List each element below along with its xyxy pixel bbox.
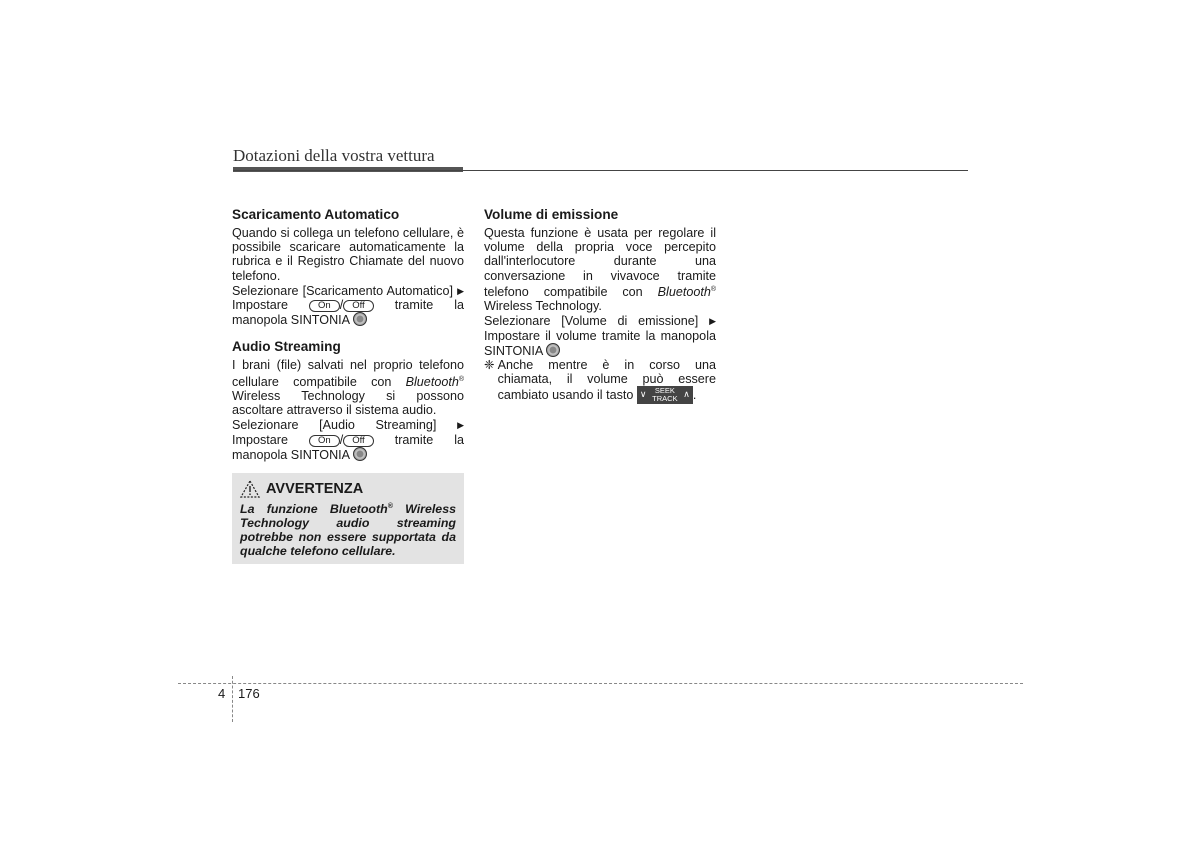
paragraph-text: Wireless Technology. bbox=[484, 299, 602, 314]
off-button-icon: Off bbox=[343, 435, 374, 447]
note-mark-icon: ❈ bbox=[484, 358, 495, 373]
page-number: 176 bbox=[238, 686, 260, 701]
paragraph: Quando si collega un telefono cellulare, è possibile scaricare automaticamente la rubrica e il Registro Chiamate del nuovo telefono. bbox=[232, 226, 464, 283]
instruction-text: Impostare bbox=[232, 298, 288, 313]
tuning-knob-icon bbox=[353, 447, 367, 461]
instruction bbox=[232, 284, 464, 328]
arrow-right-icon: ▶ bbox=[709, 316, 716, 327]
period: . bbox=[692, 388, 697, 403]
separator: / bbox=[339, 298, 344, 313]
right-column bbox=[484, 206, 716, 404]
left-column bbox=[232, 206, 464, 462]
section-heading: Scaricamento Automatico bbox=[232, 207, 400, 222]
note bbox=[484, 358, 716, 404]
section-audio-streaming bbox=[232, 338, 464, 462]
warning-title: AVVERTENZA bbox=[266, 481, 364, 497]
paragraph bbox=[484, 226, 716, 313]
bluetooth-brand: Bluetooth bbox=[657, 285, 711, 299]
warning-box bbox=[232, 473, 464, 564]
note-text bbox=[498, 358, 716, 404]
footer-divider bbox=[232, 676, 233, 722]
instruction-text: Selezionare [Scaricamento Automatico] bbox=[232, 283, 453, 298]
footer-rule bbox=[178, 683, 1023, 684]
registered-mark: ® bbox=[458, 375, 464, 383]
warning-text-part: Wireless Technology audio streaming potrebbe non essere supportata da qualche telefono cellulare. bbox=[240, 502, 456, 559]
instruction-text: Impostare bbox=[232, 432, 288, 447]
paragraph bbox=[232, 358, 464, 417]
seek-track-button-icon bbox=[637, 386, 693, 404]
instruction-text: tramite la bbox=[394, 432, 465, 447]
instruction-text: tramite la bbox=[394, 298, 465, 313]
instruction-text: Selezionare [Audio Streaming] bbox=[232, 418, 437, 433]
track-label: TRACK bbox=[652, 394, 678, 404]
section-scaricamento bbox=[232, 206, 464, 327]
header-rule bbox=[233, 170, 968, 171]
instruction-text: Impostare il volume tramite la manopola SINTONIA bbox=[484, 328, 716, 358]
instruction-text: manopola SINTONIA bbox=[232, 313, 350, 328]
instruction-text: Selezionare [Volume di emissione] bbox=[484, 314, 699, 329]
instruction bbox=[484, 314, 716, 358]
paragraph-text: Questa funzione è usata per regolare il volume della propria voce percepito dall'interlocutore durante una conversazione in vivavoce tramite telefono compatibile con bbox=[484, 226, 716, 299]
warning-triangle-icon bbox=[240, 480, 260, 498]
registered-mark: ® bbox=[387, 503, 393, 510]
chapter-number: 4 bbox=[218, 686, 226, 701]
registered-mark: ® bbox=[710, 285, 717, 293]
arrow-right-icon: ▶ bbox=[457, 285, 464, 296]
paragraph-text: I brani (file) salvati nel proprio telefono cellulare compatibile con bbox=[232, 358, 464, 389]
section-heading: Volume di emissione bbox=[484, 207, 619, 222]
on-button-icon: On bbox=[309, 435, 340, 447]
off-button-icon: Off bbox=[343, 300, 374, 312]
warning-text bbox=[240, 500, 456, 558]
bluetooth-brand: Bluetooth bbox=[405, 374, 459, 389]
warning-header bbox=[240, 480, 456, 498]
note-text-part: Anche mentre è in corso una chiamata, il volume può essere cambiato usando il tasto bbox=[497, 358, 716, 403]
warning-text-part: La funzione Bluetooth bbox=[240, 502, 388, 517]
section-heading: Audio Streaming bbox=[232, 339, 341, 355]
chevron-up-icon: ∧ bbox=[683, 389, 690, 400]
page-header-title: Dotazioni della vostra vettura bbox=[233, 146, 435, 165]
arrow-right-icon: ▶ bbox=[457, 420, 464, 431]
instruction-text: manopola SINTONIA bbox=[232, 447, 350, 462]
seek-label: SEEK bbox=[654, 386, 675, 396]
separator: / bbox=[339, 432, 344, 447]
chevron-down-icon: ∨ bbox=[639, 389, 647, 400]
tuning-knob-icon bbox=[353, 312, 367, 326]
paragraph-text: Wireless Technology si possono ascoltare attraverso il sistema audio. bbox=[232, 389, 464, 418]
tuning-knob-icon bbox=[546, 343, 560, 357]
instruction bbox=[232, 418, 464, 462]
on-button-icon: On bbox=[309, 300, 340, 312]
